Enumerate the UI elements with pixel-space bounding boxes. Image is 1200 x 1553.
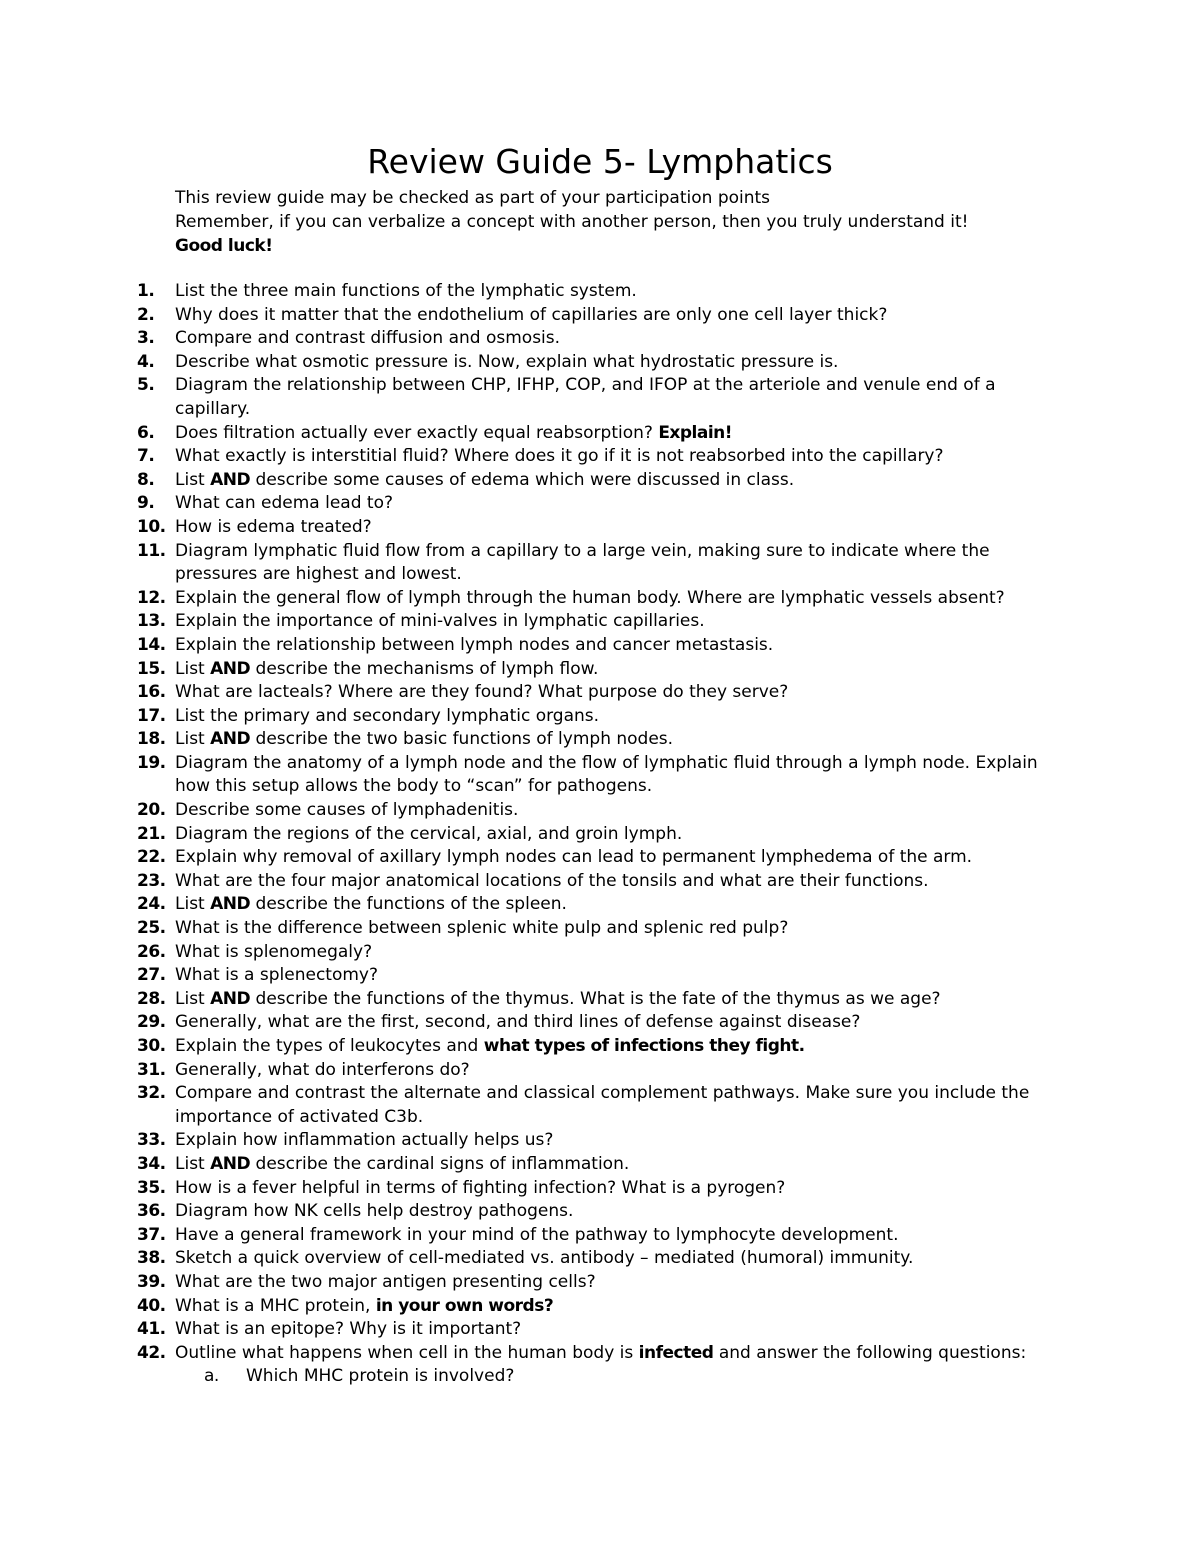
question-number: 21. <box>137 823 166 844</box>
question-text-tail: describe the cardinal signs of inflammation. <box>250 1153 630 1174</box>
question-text: How is edema treated? <box>175 516 372 537</box>
question-number: 3. <box>137 328 155 349</box>
question-text: Does filtration actually ever exactly equal reabsorption? <box>175 422 659 443</box>
question-number: 18. <box>137 729 166 750</box>
question-number: 6. <box>137 422 155 443</box>
question-item <box>0 1318 1065 1342</box>
question-number: 30. <box>137 1036 166 1056</box>
question-number: 10. <box>137 516 166 537</box>
question-item <box>0 492 1065 516</box>
question-text: Explain the importance of mini-valves in lymphatic capillaries. <box>175 611 705 632</box>
question-text-tail: and answer the following questions: <box>713 1342 1027 1363</box>
question-item <box>0 1200 1065 1224</box>
question-text: What is a splenectomy? <box>175 965 378 986</box>
question-number: 5. <box>137 375 155 396</box>
question-text: Generally, what do interferons do? <box>175 1059 470 1080</box>
question-item <box>0 846 1065 870</box>
question-text: What are the four major anatomical locations of the tonsils and what are their functions. <box>175 870 929 891</box>
question-number: 34. <box>137 1153 166 1174</box>
question-item <box>0 327 1065 351</box>
question-text: What exactly is interstitial fluid? Where does it go if it is not reabsorbed into the capillary? <box>175 446 944 467</box>
question-item <box>0 1059 1065 1083</box>
question-text: What are lacteals? Where are they found? What purpose do they serve? <box>175 682 789 703</box>
question-number: 32. <box>137 1083 166 1104</box>
question-item <box>0 445 1065 469</box>
question-number: 7. <box>137 446 155 467</box>
question-text-tail: describe the functions of the thymus. What is the fate of the thymus as we age? <box>250 988 941 1009</box>
question-number: 11. <box>137 540 166 561</box>
question-list <box>0 280 1200 1389</box>
question-number: 13. <box>137 611 166 632</box>
question-item <box>0 587 1065 611</box>
question-text: Diagram the regions of the cervical, axial, and groin lymph. <box>175 823 683 844</box>
question-item <box>0 893 1065 917</box>
question-item <box>0 280 1065 304</box>
question-text: Explain why removal of axillary lymph nodes can lead to permanent lymphedema of the arm. <box>175 847 973 868</box>
question-text: Explain the types of leukocytes and <box>175 1036 484 1056</box>
question-item <box>0 516 1065 540</box>
question-item <box>0 540 1065 587</box>
question-item <box>0 799 1065 823</box>
question-item <box>0 469 1065 493</box>
question-text: List <box>175 469 211 490</box>
question-item <box>0 917 1065 941</box>
question-item <box>0 1342 1065 1366</box>
sub-question-text: Which MHC protein is involved? <box>246 1366 515 1387</box>
question-number: 37. <box>137 1224 166 1245</box>
question-emphasis: AND <box>210 894 251 915</box>
question-item <box>0 1035 1065 1059</box>
question-text: What is a MHC protein, <box>175 1295 376 1316</box>
question-item <box>0 1011 1065 1035</box>
question-text: What can edema lead to? <box>175 493 393 514</box>
question-number: 20. <box>137 800 166 821</box>
question-number: 39. <box>137 1271 166 1292</box>
intro-block <box>175 186 1135 258</box>
question-number: 27. <box>137 965 166 986</box>
question-number: 36. <box>137 1201 166 1222</box>
question-item <box>0 681 1065 705</box>
question-number: 35. <box>137 1177 166 1198</box>
question-number: 22. <box>137 847 166 868</box>
question-text: Diagram the anatomy of a lymph node and the flow of lymphatic fluid through a lymph node. Explain how this setup allows the body to “scan” for pathogens. <box>175 752 1038 797</box>
question-number: 40. <box>137 1295 166 1316</box>
question-text: Explain the general flow of lymph through the human body. Where are lymphatic vessels absent? <box>175 587 1005 608</box>
question-text: Why does it matter that the endothelium of capillaries are only one cell layer thick? <box>175 304 888 325</box>
sub-question-letter: a. <box>204 1366 219 1387</box>
question-text-tail: describe the functions of the spleen. <box>250 894 567 915</box>
question-text-tail: describe the mechanisms of lymph flow. <box>250 658 599 679</box>
question-text: Diagram lymphatic fluid flow from a capillary to a large vein, making sure to indicate where the pressures are highest and lowest. <box>175 540 990 585</box>
question-text: List the three main functions of the lymphatic system. <box>175 281 637 301</box>
question-text: Explain how inflammation actually helps us? <box>175 1130 554 1151</box>
question-number: 33. <box>137 1130 166 1151</box>
question-item <box>0 351 1065 375</box>
question-item <box>0 634 1065 658</box>
intro-line-1: This review guide may be checked as part of your participation points <box>175 188 771 208</box>
question-number: 28. <box>137 988 166 1009</box>
question-number: 16. <box>137 682 166 703</box>
question-item <box>0 610 1065 634</box>
question-number: 19. <box>137 752 166 773</box>
question-number: 9. <box>137 493 155 514</box>
good-luck-text: Good luck! <box>175 236 273 256</box>
question-item <box>0 658 1065 682</box>
question-item <box>0 374 1065 421</box>
question-number: 25. <box>137 918 166 939</box>
question-number: 38. <box>137 1248 166 1269</box>
question-item <box>0 1129 1065 1153</box>
question-text: Diagram how NK cells help destroy pathogens. <box>175 1201 574 1222</box>
question-text: Outline what happens when cell in the human body is <box>175 1342 639 1363</box>
question-item <box>0 728 1065 752</box>
question-item <box>0 1271 1065 1295</box>
question-text: List <box>175 988 211 1009</box>
question-item <box>0 964 1065 988</box>
question-text: What is splenomegaly? <box>175 941 373 962</box>
question-number: 2. <box>137 304 155 325</box>
question-emphasis: Explain! <box>658 422 733 443</box>
question-item <box>0 752 1065 799</box>
question-number: 4. <box>137 351 155 372</box>
sub-question-item <box>0 1365 1066 1389</box>
question-item <box>0 870 1065 894</box>
question-text: What is the difference between splenic white pulp and splenic red pulp? <box>175 918 789 939</box>
question-number: 8. <box>137 469 155 490</box>
question-text: Generally, what are the first, second, and third lines of defense against disease? <box>175 1012 861 1033</box>
question-text: How is a fever helpful in terms of fighting infection? What is a pyrogen? <box>175 1177 786 1198</box>
intro-line-2: Remember, if you can verbalize a concept with another person, then you truly understand it! <box>175 212 969 232</box>
question-number: 42. <box>137 1342 166 1363</box>
question-text: Describe some causes of lymphadenitis. <box>175 800 519 821</box>
question-number: 41. <box>137 1319 166 1340</box>
question-item <box>0 823 1065 847</box>
question-item <box>0 705 1065 729</box>
question-item <box>0 1295 1065 1319</box>
question-number: 26. <box>137 941 166 962</box>
question-item <box>0 1177 1065 1201</box>
question-text: List the primary and secondary lymphatic organs. <box>175 705 600 726</box>
question-text: Compare and contrast the alternate and classical complement pathways. Make sure you include the importance of activated C3b. <box>175 1083 1030 1127</box>
question-emphasis: AND <box>210 729 251 750</box>
question-text: List <box>175 894 211 915</box>
question-emphasis: what types of infections they fight. <box>483 1036 805 1056</box>
question-text: What are the two major antigen presenting cells? <box>175 1271 596 1292</box>
question-item <box>0 941 1065 965</box>
question-number: 12. <box>137 587 166 608</box>
question-item <box>0 1153 1065 1177</box>
question-text: List <box>175 658 211 679</box>
question-text: Compare and contrast diffusion and osmosis. <box>175 328 561 349</box>
question-emphasis: in your own words? <box>375 1295 554 1316</box>
question-emphasis: AND <box>210 658 251 679</box>
question-number: 24. <box>137 894 166 915</box>
question-item <box>0 1247 1065 1271</box>
question-emphasis: AND <box>210 1153 251 1174</box>
question-number: 14. <box>137 634 166 655</box>
question-number: 23. <box>137 870 166 891</box>
question-text: Explain the relationship between lymph nodes and cancer metastasis. <box>175 634 774 655</box>
question-number: 1. <box>137 281 155 301</box>
question-number: 17. <box>137 705 166 726</box>
question-item <box>0 422 1065 446</box>
question-number: 31. <box>137 1059 166 1080</box>
question-emphasis: infected <box>638 1342 714 1363</box>
question-text: Describe what osmotic pressure is. Now, explain what hydrostatic pressure is. <box>175 351 839 372</box>
question-number: 29. <box>137 1012 166 1033</box>
question-item <box>0 1224 1065 1248</box>
question-text-tail: describe the two basic functions of lymph nodes. <box>250 729 674 750</box>
question-item <box>0 1082 1065 1129</box>
question-emphasis: AND <box>210 988 251 1009</box>
question-text: List <box>175 729 211 750</box>
question-item <box>0 304 1065 328</box>
question-text: What is an epitope? Why is it important? <box>175 1319 522 1340</box>
question-text-tail: describe some causes of edema which were discussed in class. <box>250 469 795 490</box>
question-text: Diagram the relationship between CHP, IFHP, COP, and IFOP at the arteriole and venule end of a capillary. <box>175 375 996 419</box>
question-number: 15. <box>137 658 166 679</box>
question-text: List <box>175 1153 211 1174</box>
page-title: Review Guide 5- Lymphatics <box>367 142 833 181</box>
question-item <box>0 988 1065 1012</box>
question-emphasis: AND <box>210 469 251 490</box>
question-text: Sketch a quick overview of cell-mediated vs. antibody – mediated (humoral) immunity. <box>175 1248 914 1269</box>
question-text: Have a general framework in your mind of the pathway to lymphocyte development. <box>175 1224 899 1245</box>
